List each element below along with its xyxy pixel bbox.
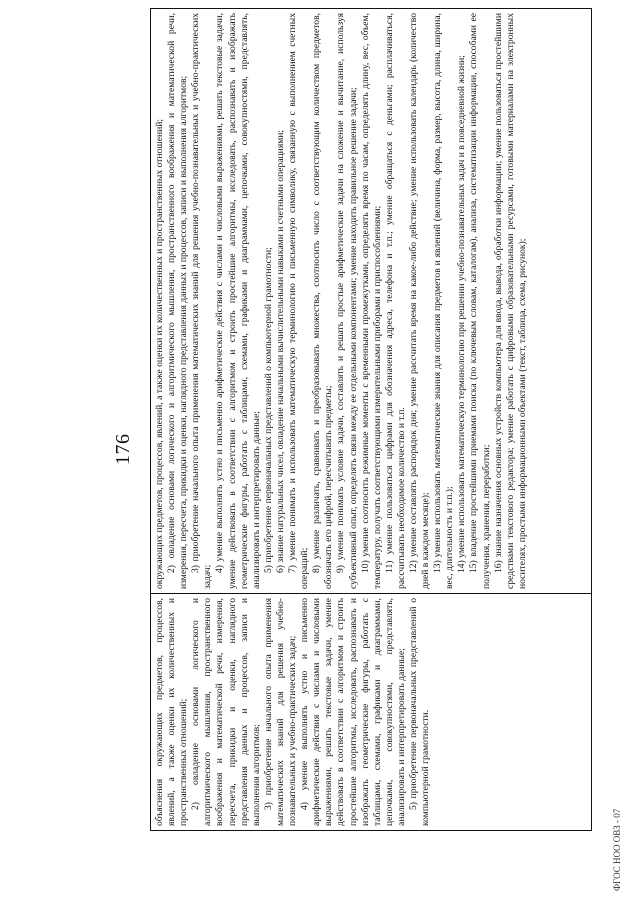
right-paragraph: окружающих предметов, процессов, явлений, а также оценки их количественных и пространственных отношений; <box>154 118 165 589</box>
right-paragraph: 15) владение простейшими приемами поиска (по ключевым словам, каталогам), анализа, систематизации информации, способами ее получения, хранения, переработки; <box>468 13 492 589</box>
left-paragraph: объяснения окружающих предметов, процессов, явлений, а также оценки их количественных и пространственных отношений; <box>154 598 190 826</box>
right-column-cell <box>151 9 592 594</box>
left-paragraph: 4) умение выполнять устно и письменно арифметические действия с числами и числовыми выражениями, решать текстовые задачи, умение действовать в соответствии с алгоритмом и строить простейшие алгоритмы, исследовать, распознавать и изображать геометрические фигуры, работать с таблицами, схемами, графиками и диаграммами, цепочками, совокупностями, представлять, анализировать и интерпретировать данные; <box>299 598 407 826</box>
right-paragraph: 9) умение понимать условие задачи, составлять и решать простые арифметические задачи на сложение и вычитание, используя субъективный опыт, определять связи между ее отдельными компонентами; умение находить правильное решение задачи; <box>335 13 359 589</box>
left-paragraph: 5) приобретение первоначальных представлений о компьютерной грамотности. <box>407 598 432 826</box>
right-paragraph: 6) знание натуральных чисел, овладение начальными вычислительными навыками и счетными операциями; <box>274 129 286 573</box>
right-paragraph: 8) умение различать, сравнивать и преобразовывать множества, соотносить число с соответствующим количеством предметов, обозначать его цифрой, пересчитывать предметы; <box>311 13 335 589</box>
right-paragraph: 2) овладение основами логического и алгоритмического мышления, пространственного воображения и математической речи, измерения, пересчета, прикидки и оценки, наглядного представления данных и процессов, записи и выполнения алгоритмов; <box>166 13 190 589</box>
right-paragraph: 11) умение пользоваться цифрами для обозначения адреса, телефона и т.п.; умение обращаться с деньгами; расплачиваться, рассчитывать необходимое количество и т.п. <box>383 13 407 589</box>
right-paragraph: 14) умение использовать математическую терминологию при решении учебно-познавательных задач и в повседневной жизни; <box>456 55 468 573</box>
right-paragraph: 12) умение составлять распорядок дня; умение рассчитать время на какое-либо действие; умение использовать календарь (количество дней в каждом месяце); <box>407 13 432 589</box>
right-paragraph: 4) умение выполнять устно и письменно арифметические действия с числами и числовыми выражениями, решать текстовые задачи, умение действовать в соответствии с алгоритмом и строить простейшие алгоритмы, исследовать, распознавать и изображать геометрические фигуры, работать с таблицами, схемами, графиками и диаграммами, цепочками, совокупностями, представлять, анализировать и интерпретировать данные; <box>214 13 262 589</box>
left-paragraph: 3) приобретение начального опыта применения математических знаний для решения учебно-познавательных и учебно-практических задач; <box>262 598 299 826</box>
left-paragraph: 2) овладение основами логического и алгоритмического мышления, пространственного воображения и математической речи, измерения, пересчета, прикидки и оценки, наглядного представления данных и процессов, записи и выполнения алгоритмов; <box>190 598 262 826</box>
right-paragraph: 7) умение понимать и использовать математическую терминологию и письменную символику, связанную с выполнением счетных операций; <box>287 13 311 589</box>
standards-table <box>150 8 592 831</box>
right-paragraph: 13) умение использовать математические знания для описания предметов и явлений (величина, форма, размер, высота, длина, ширина, вес, длительность и т.п.); <box>432 13 456 589</box>
right-paragraph: 16) знание назначения основных устройств компьютера для ввода, вывода, обработки информации; умение пользоваться простейшими средствами текстового редактора; умение работать с цифровыми образовательными ресурсами, готовыми материалами на электронных носителях, простыми информационными объектами (текст, таблица, схема, рисунок); <box>492 13 528 589</box>
page-number: 176 <box>112 433 134 465</box>
right-paragraph: 5) приобретение первоначальных представлений о компьютерной грамотности; <box>262 247 274 573</box>
right-paragraph: 3) приобретение начального опыта применения математических знаний для решения учебно-познавательных и учебно-практических задач; <box>190 13 214 589</box>
right-paragraph: 10) умение соотносить режимные моменты с временными промежутками, определять время по часам, определять длину, вес, объем, температуру, получать соответствующими измерительными приборами и приспособлениями; <box>359 13 383 589</box>
table-row <box>151 9 592 831</box>
left-column-cell <box>151 594 592 831</box>
footer-document-code: ФГОС НОО ОВЗ - 07 <box>612 808 622 891</box>
